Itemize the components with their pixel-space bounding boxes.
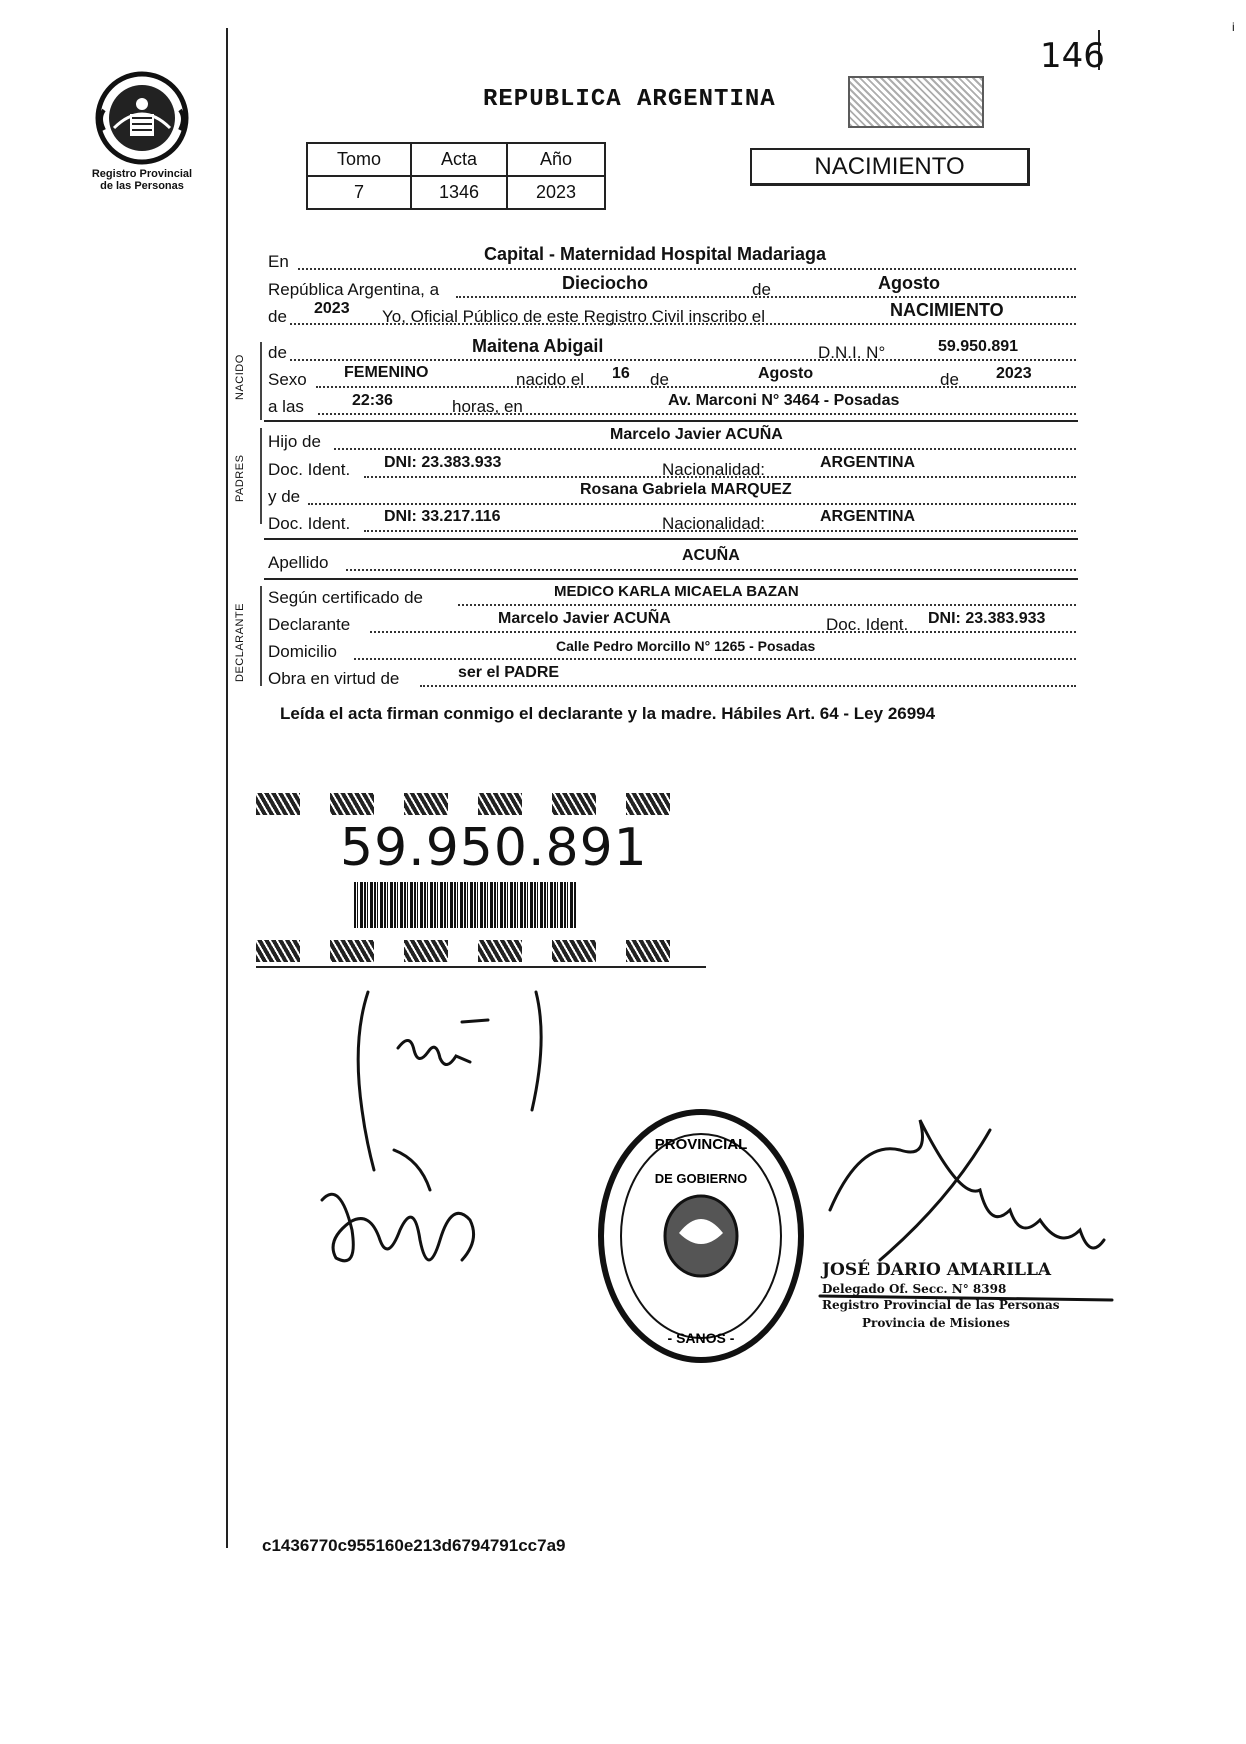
- en-label: En: [268, 252, 289, 271]
- acta-value: 1346: [411, 176, 507, 209]
- dni-label: D.N.I. N°: [818, 343, 886, 362]
- official-seal: [595, 1105, 807, 1367]
- nacionalidad-label: Nacionalidad:: [662, 460, 766, 479]
- de-label: de: [752, 280, 771, 299]
- y-de-label: y de: [268, 487, 301, 506]
- domicilio-label: Domicilio: [268, 642, 337, 661]
- father-doc: DNI: 23.383.933: [384, 454, 502, 471]
- de-label: de: [940, 370, 959, 389]
- record-month: Agosto: [878, 273, 940, 293]
- child-dni: 59.950.891: [938, 338, 1019, 355]
- corner-mark: i: [1232, 20, 1235, 34]
- record-place: Capital - Maternidad Hospital Madariaga: [484, 244, 827, 264]
- acta-header: Acta: [411, 143, 507, 176]
- birth-month: Agosto: [758, 365, 814, 382]
- page-number: 146: [1040, 36, 1105, 76]
- anio-header: Año: [507, 143, 605, 176]
- birth-year: 2023: [996, 365, 1032, 382]
- id-number: 59.950.891: [340, 818, 648, 878]
- horas-label: horas, en: [452, 397, 523, 416]
- republica-label: República Argentina, a: [268, 280, 440, 299]
- official-province: Provincia de Misiones: [862, 1316, 1010, 1330]
- mother-name: Rosana Gabriela MARQUEZ: [580, 481, 792, 498]
- nacido-section-label: NACIDO: [234, 354, 246, 400]
- obra-label: Obra en virtud de: [268, 669, 400, 688]
- doc-ident-label: Doc. Ident.: [268, 514, 351, 533]
- birth-place: Av. Marconi N° 3464 - Posadas: [668, 392, 900, 409]
- document-hash: c1436770c955160e213d6794791cc7a9: [262, 1536, 566, 1555]
- official-stamp-text: [822, 1260, 1060, 1330]
- svg-text:- SANOS -: - SANOS -: [667, 1330, 735, 1346]
- oficial-text: Yo, Oficial Público de este Registro Civil inscribo el: [382, 307, 765, 326]
- de-label: de: [268, 307, 287, 326]
- declarante-section-label: DECLARANTE: [234, 603, 246, 682]
- doc-ident-label: Doc. Ident.: [826, 615, 909, 634]
- mother-nationality: ARGENTINA: [820, 508, 916, 525]
- certificado-label: Según certificado de: [268, 588, 423, 607]
- record-day: Dieciocho: [562, 273, 649, 293]
- de-label: de: [268, 343, 287, 362]
- declarante-label: Declarante: [268, 615, 351, 634]
- child-sex: FEMENINO: [344, 364, 429, 381]
- svg-text:PROVINCIAL: PROVINCIAL: [654, 1136, 748, 1153]
- logo-caption-line2: de las Personas: [100, 180, 184, 192]
- official-role: Delegado Of. Secc. N° 8398: [822, 1282, 1007, 1296]
- a-las-label: a las: [268, 397, 304, 416]
- mother-doc: DNI: 33.217.116: [384, 508, 501, 525]
- birth-time: 22:36: [352, 392, 393, 409]
- document-title: REPUBLICA ARGENTINA: [483, 86, 776, 113]
- sexo-label: Sexo: [268, 370, 307, 389]
- apellido-value: ACUÑA: [682, 547, 740, 564]
- record-event: NACIMIENTO: [890, 300, 1004, 320]
- de-label: de: [650, 370, 669, 389]
- anio-value: 2023: [507, 176, 605, 209]
- birth-day: 16: [612, 365, 630, 382]
- father-nationality: ARGENTINA: [820, 454, 916, 471]
- doc-ident-label: Doc. Ident.: [268, 460, 351, 479]
- child-name: Maitena Abigail: [472, 336, 604, 356]
- official-office: Registro Provincial de las Personas: [822, 1298, 1060, 1312]
- logo-caption-line1: Registro Provincial: [91, 168, 193, 180]
- hijo-label: Hijo de: [268, 432, 321, 451]
- apellido-label: Apellido: [268, 553, 329, 572]
- declarante-address: Calle Pedro Morcillo N° 1265 - Posadas: [556, 638, 816, 654]
- nacido-label: nacido el: [516, 370, 585, 389]
- official-name: JOSÉ DARIO AMARILLA: [822, 1260, 1052, 1280]
- declarante-doc: DNI: 23.383.933: [928, 610, 1046, 627]
- svg-text:DE GOBIERNO: DE GOBIERNO: [654, 1171, 748, 1186]
- document-type: NACIMIENTO: [750, 148, 1030, 186]
- tomo-value: 7: [307, 176, 411, 209]
- padres-section-label: PADRES: [234, 454, 246, 502]
- nacionalidad-label: Nacionalidad:: [662, 514, 766, 533]
- certificate-value: MEDICO KARLA MICAELA BAZAN: [554, 583, 799, 600]
- closing-note: Leída el acta firman conmigo el declarante y la madre. Hábiles Art. 64 - Ley 26994: [280, 704, 936, 723]
- declarante-name: Marcelo Javier ACUÑA: [498, 610, 671, 627]
- father-name: Marcelo Javier ACUÑA: [610, 426, 783, 443]
- obra-value: ser el PADRE: [458, 664, 560, 681]
- record-year: 2023: [314, 300, 350, 317]
- tomo-header: Tomo: [307, 143, 411, 176]
